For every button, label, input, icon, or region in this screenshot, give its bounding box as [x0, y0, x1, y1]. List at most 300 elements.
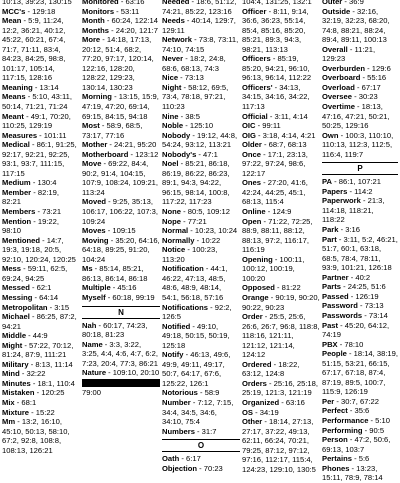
index-term: Mentioned [2, 235, 40, 245]
index-entry [242, 150, 320, 179]
index-term: Members [2, 207, 36, 217]
index-term: Myself [82, 292, 106, 302]
index-entry [2, 207, 80, 217]
index-term: Military [2, 359, 29, 369]
page-references: - 10:23, 10:24 [188, 226, 238, 236]
page-references: - 86:25, 87:2, 94:21 [2, 312, 77, 331]
index-entry [82, 388, 160, 398]
page-references: - 5:9, 11:24, 12:2, 36:21, 40:12, 45:22, 60:21, 67:4, 71:7, 71:11, 83:4, 84:23, 84:25, 98:8, 101:17, 105:14, 117:15, 128:16 [2, 16, 66, 83]
index-term: Park [322, 225, 339, 235]
page-references: - 73:21 [35, 207, 62, 217]
page-references: - 10:22 [194, 235, 221, 245]
index-entry [82, 159, 160, 197]
index-entry [242, 417, 320, 474]
index-term: Outside [322, 6, 351, 16]
index-entry [2, 312, 80, 331]
page-references: - 90:5 [362, 425, 385, 435]
page-references: - 9:25, 35:13, 106:17, 106:22, 107:3, 109:24 [82, 197, 159, 226]
index-term: Nice [162, 73, 179, 83]
page-references: - 86:1, 91:25, 92:17, 92:21, 92:25, 93:1, 93:7, 111:15, 117:15 [2, 140, 77, 178]
page-references: - 3:3, 3:22, 3:25, 4:4, 4:6, 4:7, 6:2, 7:23, 20:4, 77:3, 86:21 [82, 339, 159, 368]
page-references: - 81:22 [274, 283, 301, 293]
index-entry [82, 92, 160, 121]
page-references: - 99:11 [255, 121, 281, 131]
section-header: O [162, 439, 240, 452]
index-term: Mistaken [2, 388, 35, 398]
index-term: Meant [2, 111, 24, 121]
page-references: - 24:21, 95:20 [107, 140, 157, 150]
index-term: Notification [162, 264, 204, 274]
index-entry [242, 83, 320, 112]
index-entry [242, 207, 320, 217]
page-references: - 114:2 [347, 186, 373, 196]
index-term: Overboard [322, 73, 361, 83]
index-entry [2, 293, 80, 303]
index-entry [162, 226, 240, 236]
index-entry [242, 140, 320, 150]
index-term: Numbers [162, 426, 195, 436]
index-term: Older [242, 140, 262, 150]
index-term: Officer [242, 6, 267, 16]
page-references: - 130:4 [30, 178, 57, 188]
page-references: - 129:18 [25, 6, 56, 16]
index-term: OS [242, 407, 253, 417]
page-references: - 100:3, 110:10, 110:13, 112:3, 112:5, 116:4, 119:7 [322, 130, 394, 159]
page-references: - 77:21 [180, 216, 207, 226]
page-references: - 59:11, 62:5, 69:24, 94:25 [2, 264, 68, 283]
page-references: - 21:3, 114:18, 118:21, 118:22 [322, 196, 385, 225]
index-term: MCC's [2, 6, 26, 16]
index-entry [322, 454, 398, 464]
index-entry [322, 340, 398, 350]
page-references: - 64:14 [32, 292, 59, 302]
index-entry [2, 83, 80, 93]
index-term: Move [82, 159, 102, 169]
index-term: Parts [322, 282, 341, 292]
page-references: - 5:6 [351, 454, 370, 464]
index-term: Number [162, 397, 191, 407]
page-references: - 82:19, 82:21 [2, 187, 59, 207]
index-column-1 [2, 0, 80, 455]
index-entry [322, 196, 398, 225]
index-term: Means [2, 92, 26, 102]
index-entry [322, 282, 398, 292]
page-references: - 69:22, 84:4, 90:2, 91:4, 104:15, 107:9, 108:24, 109:21, 113:24 [82, 159, 159, 197]
page-references: - 68:7, 68:13 [261, 140, 307, 150]
index-term: Overload [322, 82, 355, 92]
index-entry [162, 16, 240, 35]
index-term: Organized [242, 397, 280, 407]
page-references: - 5:10 [368, 415, 390, 425]
page-references: - 63:16 [279, 397, 305, 407]
index-term: Performance [322, 415, 369, 425]
index-term: Notified [162, 321, 191, 331]
index-entry [162, 322, 240, 351]
index-entry [322, 426, 398, 436]
index-entry [322, 416, 398, 426]
page-references: - 73:14 [362, 310, 388, 320]
page-references: - 62:1 [29, 283, 52, 293]
index-term: Nah [82, 320, 97, 330]
page-references: - 100:11, 100:12, 100:19, 100:20 [242, 254, 305, 283]
index-entry [162, 388, 240, 398]
index-entry [322, 92, 398, 102]
index-entry [162, 454, 240, 464]
index-term: Ms [82, 264, 93, 274]
index-entry [2, 417, 80, 455]
index-term: Overburden [322, 63, 366, 73]
index-entry [162, 83, 240, 112]
index-term: Own [322, 130, 339, 140]
page-references: - 100:23, 113:20 [162, 245, 218, 264]
page-references: - 38:5 [178, 111, 200, 121]
page-references: - 70:23 [197, 463, 223, 473]
page-references: - 8:11, 9:14, 36:6, 36:23, 55:14, 85:4, 85:16, 85:20, 85:21, 89:3, 94:3, 98:21, 113:13 [242, 6, 309, 54]
index-entry [242, 255, 320, 284]
page-references: 79:00 [82, 387, 102, 397]
page-references: - 124:9 [265, 207, 292, 217]
page-references: - 73:13 [357, 301, 384, 311]
index-entry [162, 303, 240, 322]
index-term: Medium [2, 178, 31, 188]
page-references: - 30:23 [351, 92, 378, 102]
page-references: - 126:19 [348, 291, 379, 301]
index-column-4 [242, 0, 320, 474]
index-term: Mix [2, 397, 15, 407]
page-references: - 3:18, 4:14, 4:21 [255, 130, 316, 140]
page-references: - 58:9 [197, 388, 220, 398]
page-references: - 44:9 [26, 331, 48, 341]
page-references: - 3:11, 4:14 [267, 111, 308, 121]
index-term: Once [242, 149, 261, 159]
index-entry [82, 140, 160, 150]
page-references: - 18:6, 51:12, 74:21, 85:22, 123:16 [162, 0, 237, 16]
page-references: - 11:21, 129:23 [322, 44, 376, 64]
page-references: - 31:7 [194, 426, 217, 436]
page-references: - 45:20, 64:12, 74:19 [322, 320, 390, 340]
index-entry [322, 225, 398, 235]
index-term: Needs [162, 16, 185, 26]
index-term: PA [322, 177, 332, 187]
index-entry [162, 217, 240, 227]
index-term: Messed [2, 283, 30, 293]
page-references: - 18:22, 63:12, 124:8 [242, 359, 300, 379]
index-entry [322, 73, 398, 83]
index-entry [322, 292, 398, 302]
index-entry [242, 121, 320, 131]
index-term: Months [82, 25, 109, 35]
index-term: Past [322, 320, 339, 330]
page-references: - 86:1, 107:21 [332, 177, 381, 187]
page-references: - 60:18, 99:19 [105, 292, 155, 302]
index-term: Passwords [322, 310, 363, 320]
page-references: - 73:13 [178, 73, 204, 83]
page-references: - 34:19 [252, 407, 279, 417]
index-term: Opening [242, 254, 273, 264]
index-term: None [162, 207, 181, 217]
index-entry [82, 7, 160, 17]
index-term: Mean [2, 16, 22, 26]
index-entry [162, 427, 240, 437]
page-references: - 35:20, 64:16, 64:18, 89:25, 91:20, 104:24 [82, 235, 160, 264]
index-entry [242, 217, 320, 255]
index-entry [162, 236, 240, 246]
index-term: Moves [82, 226, 106, 236]
index-entry [242, 408, 320, 418]
index-term: Person [322, 435, 348, 445]
index-entry [162, 464, 240, 474]
index-term: Notorious [162, 388, 198, 398]
index-column-2 [82, 0, 160, 403]
page-references: - 25:16, 25:18, 25:19, 121:3, 121:19 [242, 378, 318, 398]
index-term: Oath [162, 454, 180, 464]
page-references: - 78:10 [337, 339, 364, 349]
index-entry [162, 150, 240, 160]
page-references: - 13:15, 15:9, 47:19, 47:20, 69:14, 69:15, 84:15, 94:18 [82, 92, 159, 121]
index-term: Moving [82, 235, 109, 245]
page-references: - 67:17 [354, 82, 381, 92]
index-entry [162, 35, 240, 54]
index-entry [2, 217, 80, 236]
page-references: - 40:2 [348, 272, 371, 282]
index-term: Measures [2, 130, 38, 140]
index-entry [82, 236, 160, 265]
index-column-3 [162, 0, 240, 473]
index-entry [242, 312, 320, 360]
page-references: - 49:10, 49:18, 50:15, 50:19, 125:18 [162, 321, 230, 350]
index-entry [2, 7, 80, 17]
index-term: Passed [322, 291, 349, 301]
page-references: - 85:21, 86:18, 86:19, 86:22, 86:23, 89:1, 94:3, 94:22, 96:15, 98:14, 100:8, 117:22, 117:23 [162, 159, 230, 207]
index-term: Officers' [242, 82, 273, 92]
index-entry [242, 379, 320, 398]
index-entry [2, 408, 80, 418]
index-term: Notice [162, 245, 186, 255]
index-term: People [322, 349, 347, 359]
page-references: - 25:5, 25:6, 26:6, 26:7, 96:8, 118:8, 118:16, 121:11, 121:12, 121:14, 124:12 [242, 312, 320, 360]
page-references: - 24:25, 51:6 [341, 282, 386, 292]
index-entry [2, 140, 80, 178]
index-entry [322, 435, 398, 454]
index-term: Network [162, 35, 192, 45]
page-references: - 13:23, 15:11, 78:9, 78:14 [322, 463, 383, 483]
index-entry [242, 398, 320, 408]
index-entry [82, 35, 160, 92]
page-references: - 18:1, 110:4 [30, 378, 75, 388]
index-term: Might [2, 340, 23, 350]
index-term: Notifications [162, 302, 208, 312]
index-entry [322, 45, 398, 64]
page-references: - 13:14 [32, 82, 59, 92]
index-entry [82, 16, 160, 26]
index-entry [322, 177, 398, 187]
index-term: Moved [82, 197, 107, 207]
index-term: Middle [2, 331, 27, 341]
index-term: Part [322, 234, 337, 244]
index-entry [82, 226, 160, 236]
page-references: - 123:12 [128, 149, 159, 159]
index-entry [162, 131, 240, 150]
page-references: - 18:2, 24:8, 68:6, 68:13, 74:3 [162, 54, 226, 73]
index-entry [242, 112, 320, 122]
index-term: Month [82, 16, 105, 26]
page-references: - 90:19, 90:20, 90:22, 90:23 [242, 292, 320, 312]
index-entry [82, 150, 160, 160]
index-entry [2, 188, 80, 207]
index-term: OIC [242, 121, 256, 131]
index-entry [322, 321, 398, 340]
page-references: - 47:1 [196, 149, 218, 159]
index-entry [322, 235, 398, 273]
index-entry [162, 54, 240, 73]
index-term: Nature [82, 368, 107, 378]
page-references: - 8:13, 11:14 [28, 359, 73, 369]
page-references: - 14:18, 17:13, 20:12, 51:4, 68:2, 77:20, 97:17, 120:14, 122:16, 128:20, 128:22, 129:23, 130:14, 130:23 [82, 35, 154, 92]
page-references: - 58:12, 69:5, 73:4, 78:18, 97:21, 110:23 [162, 82, 229, 112]
index-term: Paperwork [322, 196, 361, 206]
index-term: More [82, 35, 101, 45]
index-term: Overall [322, 44, 348, 54]
section-header: P [322, 162, 398, 175]
index-term: Mind [2, 369, 20, 379]
index-term: Perfect [322, 406, 348, 416]
index-entry [162, 73, 240, 83]
index-term: Nobody [162, 130, 191, 140]
index-entry [322, 273, 398, 283]
index-term: Overtime [322, 102, 355, 112]
index-term: Pertains [322, 454, 352, 464]
page-references: - 32:16, 32:19, 32:23, 68:20, 74:8, 88:21, 88:24, 89:4, 89:11, 100:13 [322, 6, 390, 45]
index-term: Official [242, 111, 268, 121]
page-references: - 14:7, 19:3, 19:18, 20:5, 92:10, 120:24, 120:25 [2, 235, 76, 264]
index-column-5 [322, 0, 398, 483]
index-term: Monitors [82, 6, 115, 16]
index-entry [2, 16, 80, 83]
index-term: Nope [162, 216, 181, 226]
index-entry [322, 7, 398, 45]
page-references: - 63:16 [118, 0, 145, 6]
page-references: - 44:1, 46:22, 47:13, 48:5, 48:6, 48:9, 48:14, 54:1, 56:18, 57:16 [162, 264, 228, 302]
index-entry [2, 264, 80, 283]
index-entry [2, 236, 80, 265]
index-term: Other [242, 417, 263, 427]
index-entry [2, 379, 80, 389]
index-entry [162, 207, 240, 217]
index-term: Normal [162, 226, 189, 236]
index-term: Phones [322, 463, 350, 473]
index-term: Papers [322, 186, 348, 196]
index-entry [82, 321, 160, 340]
page-references: - 32:22 [19, 369, 46, 379]
index-entry [322, 464, 398, 483]
index-term: Mention [2, 216, 32, 226]
index-entry [2, 360, 80, 370]
page-references: - 85:19, 85:20, 94:21, 96:10, 96:13, 96:14, 112:22 [242, 54, 312, 83]
index-term: Night [162, 82, 182, 92]
page-references: - 92:2, 126:5 [162, 302, 232, 322]
index-term: Metropolitan [2, 302, 48, 312]
page-references: - 109:15 [105, 226, 136, 236]
index-entry [322, 83, 398, 93]
page-references: - 19:22, 98:10 [2, 216, 59, 236]
index-term: Mixture [2, 407, 30, 417]
page-references: - 57:22, 70:12, 81:24, 87:9, 111:21 [2, 340, 74, 360]
index-term: Michael [2, 312, 30, 322]
page-references: - 17:1, 23:13, 97:22, 97:24, 98:6, 122:17 [242, 149, 308, 178]
page-references: - 18:13, 47:16, 47:21, 50:21, 50:25, 129:16 [322, 102, 390, 131]
index-entry [2, 388, 80, 398]
index-term: Mother [82, 140, 108, 150]
index-entry [2, 283, 80, 293]
page-references: - 45:16 [110, 283, 137, 293]
index-term: Officers [242, 54, 271, 64]
index-entry [322, 311, 398, 321]
index-entry [82, 368, 160, 378]
index-entry [322, 301, 398, 311]
index-term: Minutes [2, 378, 31, 388]
page-references: - 60:17, 74:23, 80:18, 81:23 [82, 320, 148, 340]
index-term: Normally [162, 235, 195, 245]
index-entry [2, 92, 80, 111]
page-references: - 80:5, 109:12 [180, 207, 230, 217]
page-references: - 73:8, 73:11, 74:10, 74:15 [162, 35, 239, 54]
section-header: N [82, 306, 160, 319]
index-entry [242, 7, 320, 55]
page-references: 104:4, 131:25, 132:1 [242, 0, 312, 6]
page-references: - 55:16 [360, 73, 387, 83]
index-term: Per [322, 396, 335, 406]
index-entry [162, 0, 240, 16]
index-term: Multiple [82, 283, 111, 293]
index-entry [162, 398, 240, 427]
index-term: Member [2, 187, 32, 197]
page-references: - 30:7, 67:22 [334, 396, 380, 406]
page-references: - 129:6 [365, 63, 391, 73]
index-entry [322, 64, 398, 74]
index-entry [2, 112, 80, 131]
index-entry [82, 293, 160, 303]
index-entry [2, 178, 80, 188]
index-term: Online [242, 207, 266, 217]
page-references: - 53:11 [114, 6, 140, 16]
page-references: 10:13, 39:23, 130:15 [2, 0, 72, 6]
page-references: - 34:13, 34:15, 34:16, 34:22, 117:13 [242, 82, 310, 112]
index-term: Oversee [322, 92, 352, 102]
index-entry [162, 350, 240, 388]
index-term: Ones [242, 178, 261, 188]
index-entry [162, 245, 240, 264]
index-term: Most [82, 121, 100, 131]
index-entry [82, 264, 160, 283]
page-references: - 68:1 [14, 397, 37, 407]
page-references: - 18:14, 27:13, 27:17, 37:22, 49:13, 62:11, 66:24, 70:21, 79:25, 87:12, 97:12, 97:16, 112:17, 115:4, 124:23, 129:10, 130:5 [242, 417, 316, 474]
page-references: - 19:12, 44:8, 54:24, 93:12, 113:21 [162, 130, 238, 150]
index-entry [82, 121, 160, 140]
index-entry [242, 293, 320, 312]
page-references: - 24:20, 121:7 [109, 25, 158, 35]
page-references: - 71:22, 72:25, 88:9, 88:11, 88:12, 88:13, 97:2, 116:17, 116:19 [242, 216, 313, 255]
page-references: - 120:25 [34, 388, 65, 398]
page-references: - 35:6 [347, 406, 370, 416]
page-references: - 3:16 [338, 225, 360, 235]
page-references: - 40:14, 129:7, 129:11 [162, 16, 236, 35]
index-entry [2, 398, 80, 408]
index-entry [162, 112, 240, 122]
page-references: - 46:13, 49:6, 49:9, 49:11, 49:17, 50:7, 64:17, 67:6, 125:22, 126:1 [162, 350, 231, 388]
index-term: Morning [82, 92, 112, 102]
page-references: - 3:15 [47, 302, 70, 312]
index-term: Name [82, 339, 103, 349]
